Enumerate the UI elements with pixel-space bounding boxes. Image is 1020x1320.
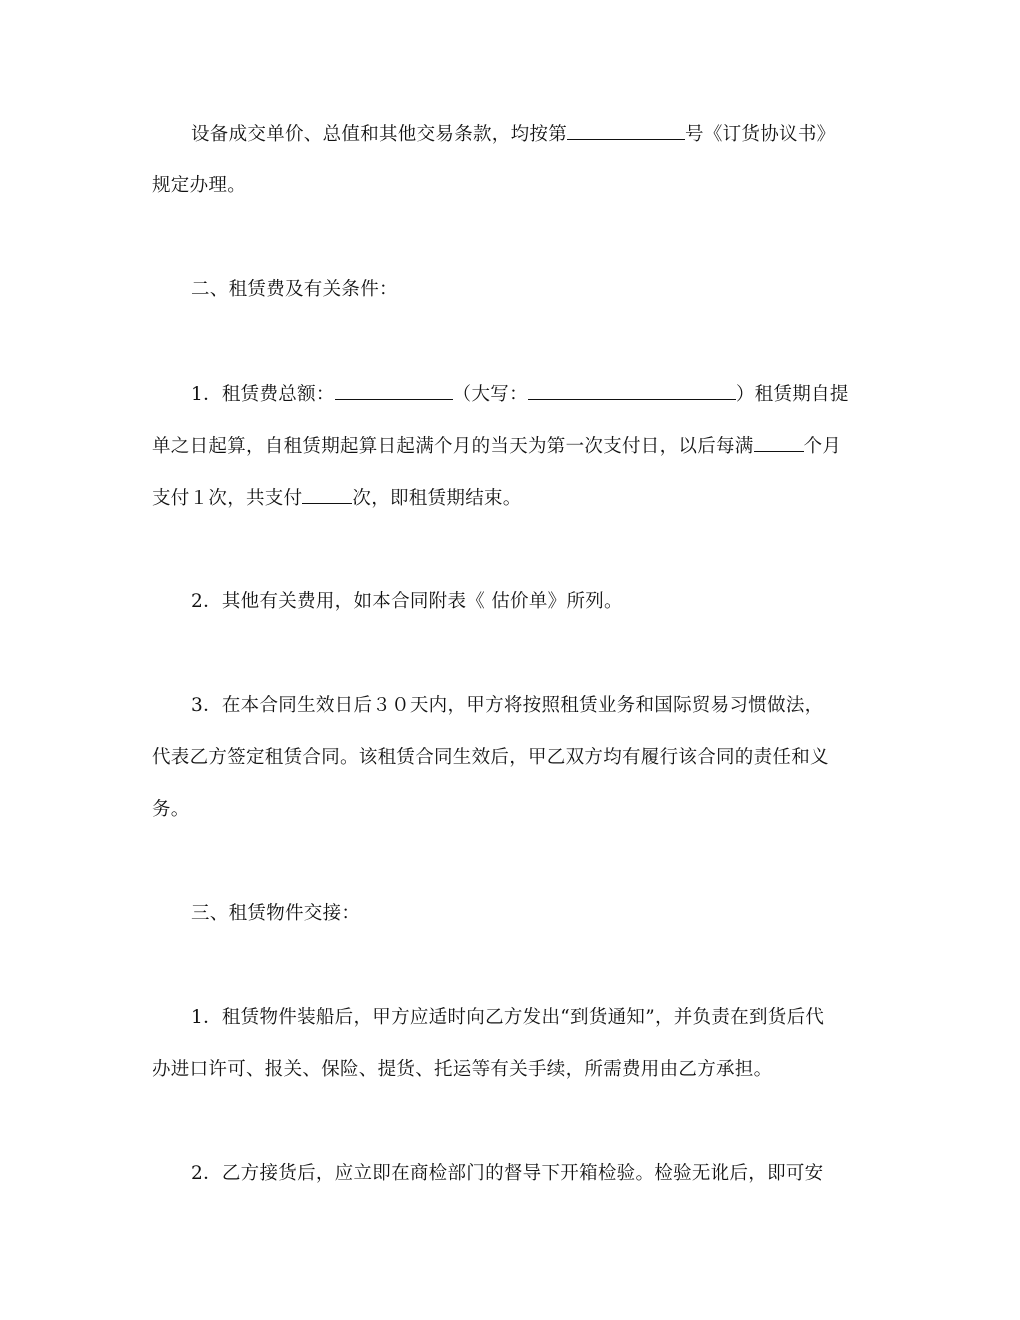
text: 支付１次，共支付 xyxy=(152,488,303,509)
order-number-blank[interactable] xyxy=(567,121,685,140)
text: 个月 xyxy=(803,436,842,457)
clause-2-1-line3 xyxy=(152,485,522,512)
para-equipment-terms-line1 xyxy=(191,121,835,148)
clause-3-1-line2: 办进口许可、报关、保险、提货、托运等有关手续，所需费用由乙方承担。 xyxy=(152,1059,773,1080)
para-equipment-terms-line2: 规定办理。 xyxy=(152,175,247,196)
clause-2-2: 2．其他有关费用，如本合同附表《 估价单》所列。 xyxy=(191,591,623,612)
text: 次，即租赁期结束。 xyxy=(352,488,522,509)
text: ）租赁期自提 xyxy=(735,384,849,405)
text: 号《订货协议书》 xyxy=(685,124,836,145)
payment-count-blank[interactable] xyxy=(302,485,352,504)
clause-2-1-line2 xyxy=(152,433,841,460)
rent-total-uppercase-blank[interactable] xyxy=(528,381,736,400)
section-heading-2: 二、租赁费及有关条件： xyxy=(191,279,398,300)
text: 设备成交单价、总值和其他交易条款，均按第 xyxy=(191,124,568,145)
text: 单之日起算，自租赁期起算日起满个月的当天为第一次支付日，以后每满 xyxy=(152,436,754,457)
clause-2-3-line3: 务。 xyxy=(152,799,190,820)
text: 1．租赁费总额： xyxy=(191,384,335,405)
rent-total-blank[interactable] xyxy=(335,381,453,400)
payment-interval-blank[interactable] xyxy=(754,433,804,452)
text: （大写： xyxy=(452,384,528,405)
clause-2-1-line1 xyxy=(191,381,849,408)
clause-2-3-line1: 3．在本合同生效日后３０天内，甲方将按照租赁业务和国际贸易习惯做法， xyxy=(191,695,824,716)
clause-2-3-line2: 代表乙方签定租赁合同。该租赁合同生效后，甲乙双方均有履行该合同的责任和义 xyxy=(152,747,829,768)
section-heading-3: 三、租赁物件交接： xyxy=(191,903,361,924)
clause-3-1-line1: 1．租赁物件装船后，甲方应适时向乙方发出“到货通知”，并负责在到货后代 xyxy=(191,1007,825,1028)
clause-3-2-line1: 2．乙方接货后，应立即在商检部门的督导下开箱检验。检验无讹后，即可安 xyxy=(191,1163,824,1184)
